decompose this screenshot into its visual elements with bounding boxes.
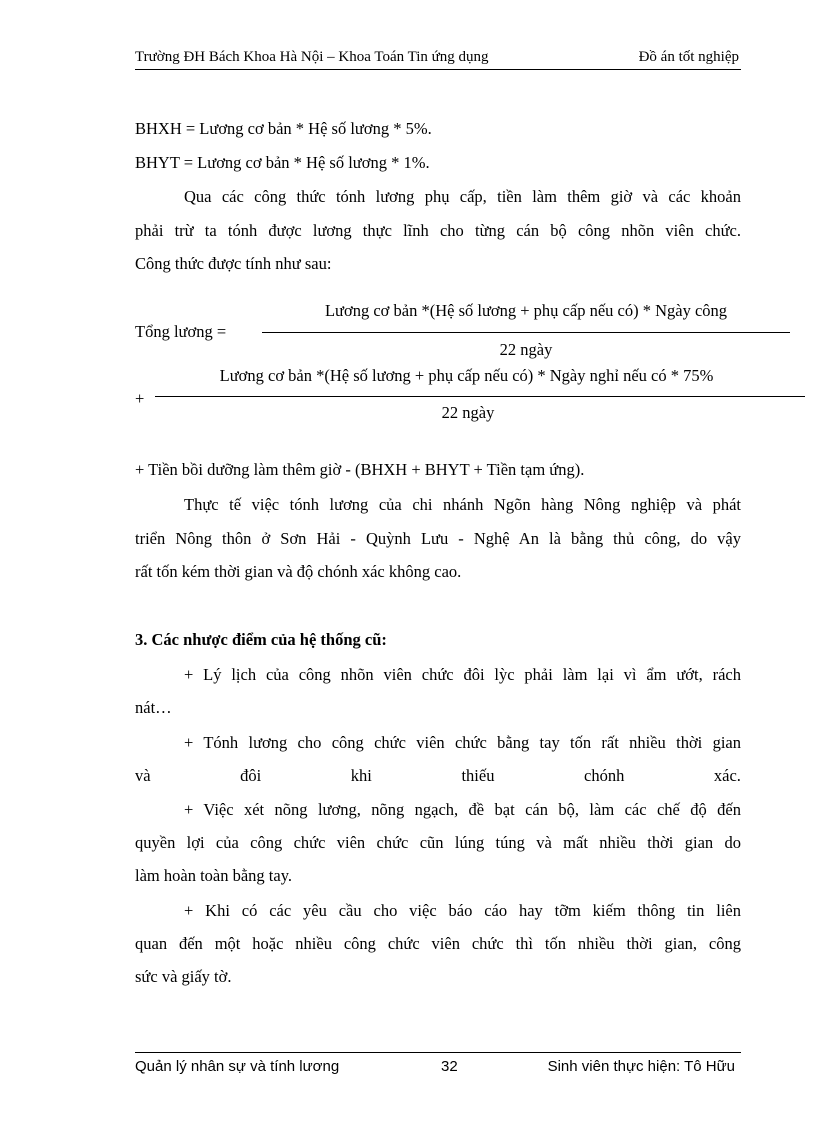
item3-line-2: quyền lợi của công chức viên chức cũn lúng túng và mất nhiều thời gian do xyxy=(135,833,741,852)
formula-plus: + xyxy=(135,389,145,408)
formula-numerator-2: Lương cơ bản *(Hệ số lương + phụ cấp nếu có) * Ngày nghỉ nếu có * 75% xyxy=(219,366,714,385)
item1-line-2: nát… xyxy=(135,698,172,717)
item2-word: đôi xyxy=(240,766,262,785)
fraction-bar-2 xyxy=(155,396,805,397)
section-title: 3. Các nhược điểm của hệ thống cũ: xyxy=(135,630,387,649)
item2-line-1: + Tónh lương cho công chức viên chức bằng tay tốn rất nhiều thời gian xyxy=(184,733,741,752)
item4-line-2: quan đến một hoặc nhiều công chức viên chức thì tốn nhiều thời gian, công xyxy=(135,934,741,953)
bhyt-formula: BHYT = Lương cơ bản * Hệ số lương * 1%. xyxy=(135,153,430,172)
formula-denominator-1: 22 ngày xyxy=(499,340,553,359)
fact-line-1: Thực tế việc tónh lương của chi nhánh Ngõn hàng Nông nghiệp và phát xyxy=(184,495,741,514)
fact-line-2: triển Nông thôn ở Sơn Hải - Quỳnh Lưu - Nghệ An là bằng thủ công, do vậy xyxy=(135,529,741,548)
formula-denominator-2: 22 ngày xyxy=(441,403,495,422)
item2-word: chónh xyxy=(584,766,625,785)
header-doc-type: Đồ án tốt nghiệp xyxy=(638,49,739,65)
footer-topic: Quản lý nhân sự và tính lương xyxy=(135,1058,340,1075)
intro-line-2: phải trừ ta tónh được lương thực lĩnh cho từng cán bộ công nhõn viên chức. xyxy=(135,221,741,240)
bhxh-formula: BHXH = Lương cơ bản * Hệ số lương * 5%. xyxy=(135,119,432,138)
item2-line-2 xyxy=(135,766,741,786)
fraction-bar-1 xyxy=(262,332,790,333)
page-footer xyxy=(135,1052,741,1075)
header-school: Trường ĐH Bách Khoa Hà Nội – Khoa Toán Tin ứng dụng xyxy=(135,49,489,65)
footer-author: Sinh viên thực hiện: Tô Hữu xyxy=(547,1058,735,1075)
formula-numerator-1: Lương cơ bản *(Hệ số lương + phụ cấp nếu có) * Ngày công xyxy=(324,301,728,320)
item3-line-1: + Việc xét nõng lương, nõng ngạch, đề bạt cán bộ, làm các chế độ đến xyxy=(184,800,741,819)
item4-line-3: sức và giấy tờ. xyxy=(135,967,232,986)
item1-line-1: + Lý lịch của công nhõn viên chức đôi lỳc phải làm lại vì ẩm ướt, rách xyxy=(184,665,741,684)
formula-lhs: Tổng lương = xyxy=(135,322,227,341)
page-number: 32 xyxy=(441,1058,458,1075)
page-header xyxy=(135,47,741,70)
item4-line-1: + Khi có các yêu cầu cho việc báo cáo hay tỡm kiếm thông tin liên xyxy=(184,901,741,920)
fact-line-3: rất tốn kém thời gian và độ chónh xác không cao. xyxy=(135,562,462,581)
intro-line-3: Công thức được tính như sau: xyxy=(135,254,332,273)
item2-word: thiếu xyxy=(461,766,495,785)
item2-word: xác. xyxy=(713,766,741,785)
item3-line-3: làm hoàn toàn bằng tay. xyxy=(135,866,293,885)
item2-word: khi xyxy=(350,766,372,785)
intro-line-1: Qua các công thức tónh lương phụ cấp, tiền làm thêm giờ và các khoản xyxy=(184,187,741,206)
item2-word: và xyxy=(135,766,151,785)
extra-terms: + Tiền bồi dưỡng làm thêm giờ - (BHXH + BHYT + Tiền tạm ứng). xyxy=(135,460,585,479)
